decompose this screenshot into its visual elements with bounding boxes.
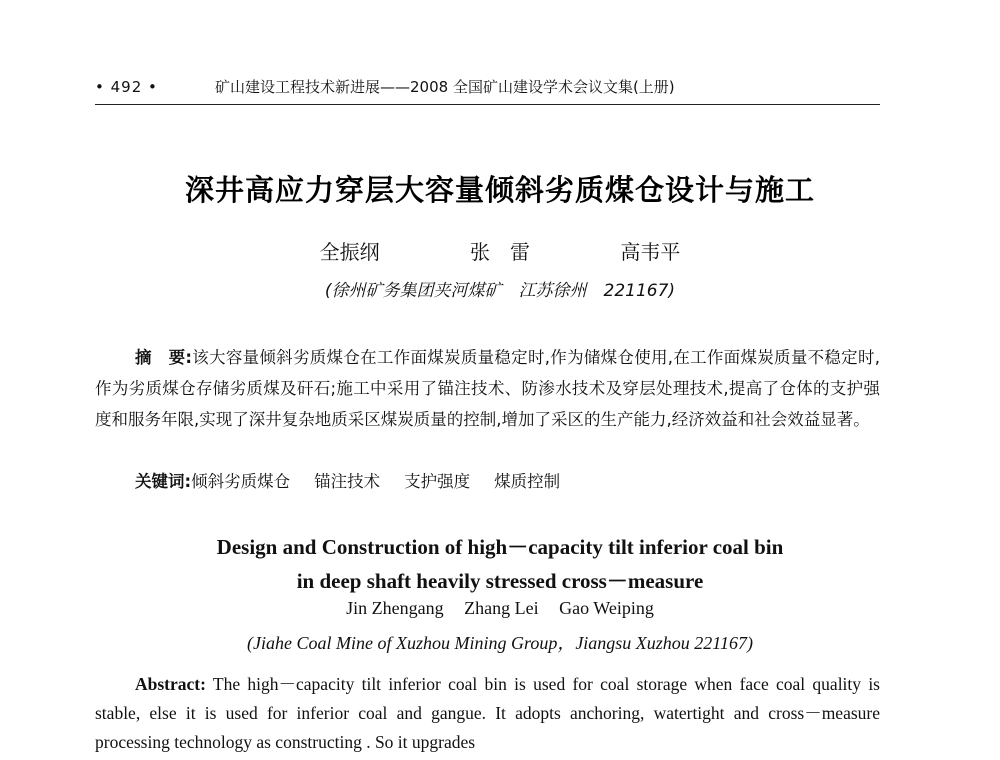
running-header — [95, 76, 880, 97]
author: 张 雷 — [470, 240, 530, 264]
journal-title: 矿山建设工程技术新进展——2008 全国矿山建设学术会议文集(上册) — [215, 78, 675, 96]
author-list — [0, 236, 1000, 265]
english-title-line: Design and Construction of high－capacity tilt inferior coal bin — [216, 535, 784, 559]
english-author-list — [0, 598, 1000, 619]
affiliation: (徐州矿务集团夹河煤矿 江苏徐州 221167) — [324, 281, 676, 301]
abstract-chinese — [95, 342, 880, 435]
abstract-text: 该大容量倾斜劣质煤仓在工作面煤炭质量稳定时,作为储煤仓使用,在工作面煤炭质量不稳定时,作为劣质煤仓存储劣质煤及矸石;施工中采用了锚注技术、防渗水技术及穿层处理技术,提高了仓体的支护强度和服务年限,实现了深井复杂地质采区煤炭质量的控制,增加了采区的生产能力,经济效益和社会效益显著。 — [95, 348, 880, 429]
page-number: • 492 • — [95, 78, 158, 96]
english-abstract-label: Abstract: — [135, 674, 206, 694]
english-author: Zhang Lei — [464, 598, 539, 618]
english-title — [0, 530, 1000, 598]
author: 全振纲 — [319, 240, 380, 264]
header-rule — [95, 104, 880, 105]
keyword: 倾斜劣质煤仓 — [191, 472, 291, 491]
abstract-label: 摘 要: — [135, 348, 192, 367]
author: 高韦平 — [620, 240, 681, 264]
english-author: Jin Zhengang — [346, 598, 444, 618]
keywords — [135, 468, 880, 492]
keyword: 支护强度 — [404, 472, 471, 491]
english-author: Gao Weiping — [559, 598, 654, 618]
english-affiliation: (Jiahe Coal Mine of Xuzhou Mining Group，Jiangsu Xuzhou 221167) — [247, 633, 753, 653]
english-abstract-text: The high－capacity tilt inferior coal bin is used for coal storage when face coal quality is stable, else it is used for inferior coal and gangue. It adopts anchoring, watertight and cross－measure processing technology as constructing . So it upgrades — [95, 674, 880, 752]
keyword: 煤质控制 — [494, 472, 561, 491]
keywords-label: 关键词: — [135, 472, 192, 491]
keyword: 锚注技术 — [314, 472, 381, 491]
paper-title: 深井高应力穿层大容量倾斜劣质煤仓设计与施工 — [184, 173, 815, 207]
abstract-english — [95, 670, 880, 757]
english-title-line: in deep shaft heavily stressed cross－measure — [296, 569, 704, 593]
